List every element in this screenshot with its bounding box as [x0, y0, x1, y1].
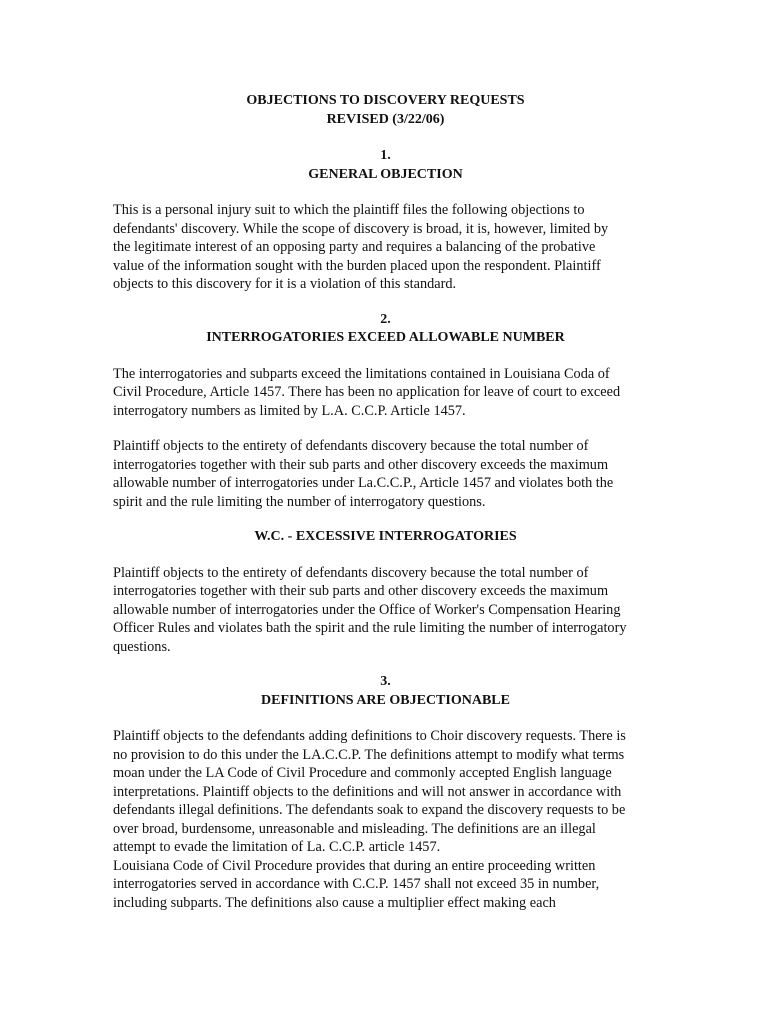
definitions-paragraph — [113, 727, 658, 912]
text-line: interrogatories served in accordance with C.C.P. 1457 shall not exceed 35 in number, — [113, 876, 600, 892]
section-1-heading — [113, 147, 658, 184]
section-number: 3. — [380, 674, 391, 689]
text-line: defendants' discovery. While the scope of discovery is broad, it is, however, limited by — [113, 220, 609, 237]
text-line: allowable number of interrogatories under the Office of Worker's Compensation Hearing — [113, 601, 621, 618]
section-title: W.C. - EXCESSIVE INTERROGATORIES — [254, 529, 517, 544]
text-line: allowable number of interrogatories under La.C.C.P., Article 1457 and violates both the — [113, 475, 614, 491]
text-line: objects to this discovery for it is a violation of this standard. — [113, 276, 457, 292]
general-objection-paragraph — [113, 201, 658, 294]
section-number: 1. — [380, 148, 391, 163]
text-line: The interrogatories and subparts exceed the limitations contained in Louisiana Coda of — [113, 365, 610, 382]
text-line: Civil Procedure, Article 1457. There has been no application for leave of court to exceed — [113, 384, 621, 400]
text-line: the legitimate interest of an opposing party and requires a balancing of the probative — [113, 239, 596, 255]
text-line: interrogatories together with their sub parts and other discovery exceeds the maximum — [113, 456, 609, 473]
section-title: INTERROGATORIES EXCEED ALLOWABLE NUMBER — [206, 330, 565, 345]
section-title: DEFINITIONS ARE OBJECTIONABLE — [261, 692, 510, 708]
text-line: Plaintiff objects to the defendants adding definitions to Choir discovery requests. There is — [113, 728, 626, 744]
text-line: This is a personal injury suit to which the plaintiff files the following objections to — [113, 202, 585, 218]
section-number: 2. — [380, 311, 391, 327]
text-line: questions. — [113, 638, 171, 655]
text-line: interrogatories together with their sub parts and other discovery exceeds the maximum — [113, 583, 609, 599]
text-line: Plaintiff objects to the entirety of defendants discovery because the total number of — [113, 438, 589, 454]
text-line: moan under the LA Code of Civil Procedure and commonly accepted English language — [113, 765, 612, 781]
section-3-heading — [113, 673, 658, 710]
text-line: including subparts. The definitions also cause a multiplier effect making each — [113, 894, 556, 911]
text-line: defendants illegal definitions. The defendants soak to expand the discovery requests to be — [113, 802, 626, 818]
section-title: GENERAL OBJECTION — [308, 166, 463, 182]
document-title: OBJECTIONS TO DISCOVERY REQUESTS — [246, 93, 525, 108]
text-line: Plaintiff objects to the entirety of defendants discovery because the total number of — [113, 564, 589, 581]
text-line: no provision to do this under the LA.C.C.P. The definitions attempt to modify what terms — [113, 746, 625, 763]
text-line: interpretations. Plaintiff objects to the definitions and will not answer in accordance with — [113, 783, 622, 800]
document-body — [113, 92, 658, 912]
text-line: Louisiana Code of Civil Procedure provides that during an entire proceeding written — [113, 857, 596, 874]
interrogatories-objection-paragraph — [113, 437, 658, 511]
revision-date: REVISED (3/22/06) — [326, 111, 445, 127]
document-title-block — [113, 92, 658, 129]
wc-section-heading — [113, 528, 658, 547]
text-line: attempt to evade the limitation of La. C.C.P. article 1457. — [113, 839, 441, 855]
text-line: Officer Rules and violates bath the spirit and the rule limiting the number of interrogatory — [113, 620, 627, 636]
interrogatories-limit-paragraph — [113, 365, 658, 421]
text-line: spirit and the rule limiting the number of interrogatory questions. — [113, 493, 486, 510]
text-line: over broad, burdensome, unreasonable and misleading. The definitions are an illegal — [113, 820, 596, 837]
wc-excessive-paragraph — [113, 564, 658, 657]
section-2-heading — [113, 311, 658, 348]
text-line: interrogatory numbers as limited by L.A. C.C.P. Article 1457. — [113, 402, 466, 419]
text-line: value of the information sought with the burden placed upon the respondent. Plaintiff — [113, 257, 601, 274]
